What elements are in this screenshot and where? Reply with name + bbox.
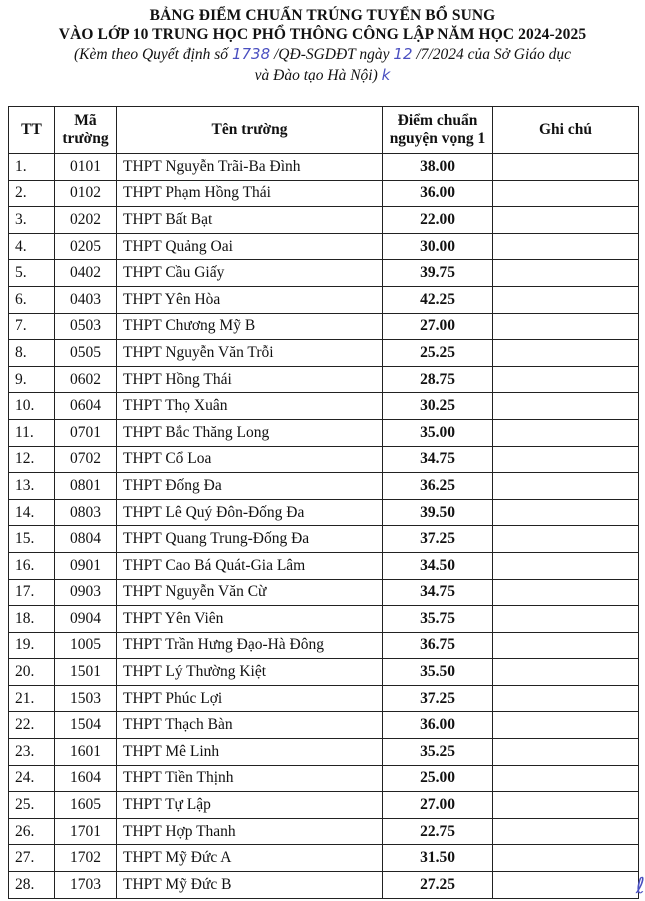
row-number: 1. (9, 154, 55, 181)
decision-text-c: /7/2024 của Sở Giáo dục (412, 46, 572, 63)
handwritten-decision-number: 1738 (231, 45, 271, 63)
column-header-tt: TT (9, 107, 55, 154)
table-row (9, 552, 639, 579)
school-name: THPT Mỹ Đức A (117, 845, 383, 872)
table-row (9, 659, 639, 686)
cutoff-score: 42.25 (383, 286, 493, 313)
notes-cell (493, 286, 639, 313)
cutoff-score: 38.00 (383, 154, 493, 181)
school-code: 1504 (55, 712, 117, 739)
row-number: 13. (9, 473, 55, 500)
cutoff-score: 22.75 (383, 818, 493, 845)
admission-score-table (8, 106, 639, 899)
cutoff-score: 35.00 (383, 419, 493, 446)
school-code: 0202 (55, 207, 117, 234)
cutoff-score: 39.75 (383, 260, 493, 287)
cutoff-score: 30.00 (383, 233, 493, 260)
row-number: 9. (9, 366, 55, 393)
cutoff-score: 31.50 (383, 845, 493, 872)
table-row (9, 419, 639, 446)
school-code: 0903 (55, 579, 117, 606)
notes-cell (493, 154, 639, 181)
table-row (9, 446, 639, 473)
table-row (9, 872, 639, 899)
table-row (9, 154, 639, 181)
row-number: 28. (9, 872, 55, 899)
row-number: 25. (9, 792, 55, 819)
cutoff-score: 36.25 (383, 473, 493, 500)
row-number: 10. (9, 393, 55, 420)
cutoff-score: 27.00 (383, 313, 493, 340)
school-name: THPT Yên Viên (117, 606, 383, 633)
decision-reference-line2 (0, 65, 645, 86)
table-header-row (9, 107, 639, 154)
row-number: 8. (9, 340, 55, 367)
table-row (9, 180, 639, 207)
row-number: 2. (9, 180, 55, 207)
notes-cell (493, 739, 639, 766)
document-title-line1: BẢNG ĐIỂM CHUẨN TRÚNG TUYỂN BỔ SUNG (149, 7, 496, 24)
cutoff-score: 35.50 (383, 659, 493, 686)
cutoff-score: 37.25 (383, 526, 493, 553)
notes-cell (493, 473, 639, 500)
row-number: 6. (9, 286, 55, 313)
table-row (9, 207, 639, 234)
row-number: 27. (9, 845, 55, 872)
table-row (9, 606, 639, 633)
school-code: 0604 (55, 393, 117, 420)
school-code: 0102 (55, 180, 117, 207)
school-name: THPT Hồng Thái (117, 366, 383, 393)
notes-cell (493, 393, 639, 420)
school-code: 0602 (55, 366, 117, 393)
document-title-line2: VÀO LỚP 10 TRUNG HỌC PHỔ THÔNG CÔNG LẬP NĂM HỌC 2024-2025 (58, 26, 587, 43)
row-number: 19. (9, 632, 55, 659)
row-number: 24. (9, 765, 55, 792)
school-name: THPT Chương Mỹ B (117, 313, 383, 340)
notes-cell (493, 845, 639, 872)
notes-cell (493, 685, 639, 712)
table-row (9, 818, 639, 845)
table-row (9, 712, 639, 739)
school-code: 0205 (55, 233, 117, 260)
school-code: 0505 (55, 340, 117, 367)
notes-cell (493, 313, 639, 340)
notes-cell (493, 872, 639, 899)
notes-cell (493, 499, 639, 526)
table-row (9, 685, 639, 712)
school-name: THPT Nguyễn Văn Trỗi (117, 340, 383, 367)
school-code: 1604 (55, 765, 117, 792)
school-code: 1701 (55, 818, 117, 845)
cutoff-score: 25.25 (383, 340, 493, 367)
document-header (0, 6, 645, 86)
cutoff-score: 36.00 (383, 712, 493, 739)
school-name: THPT Bất Bạt (117, 207, 383, 234)
row-number: 15. (9, 526, 55, 553)
row-number: 7. (9, 313, 55, 340)
school-code: 0701 (55, 419, 117, 446)
school-name: THPT Bắc Thăng Long (117, 419, 383, 446)
table-row (9, 393, 639, 420)
notes-cell (493, 659, 639, 686)
school-code: 1601 (55, 739, 117, 766)
school-name: THPT Tiền Thịnh (117, 765, 383, 792)
school-name: THPT Thạch Bàn (117, 712, 383, 739)
handwritten-day: 12 (393, 45, 413, 63)
row-number: 26. (9, 818, 55, 845)
cutoff-score: 36.00 (383, 180, 493, 207)
cutoff-score: 34.75 (383, 579, 493, 606)
table-row (9, 233, 639, 260)
cutoff-score: 36.75 (383, 632, 493, 659)
issuing-authority: và Đào tạo Hà Nội) (254, 67, 378, 84)
table-row (9, 845, 639, 872)
table-row (9, 366, 639, 393)
school-name: THPT Yên Hòa (117, 286, 383, 313)
cutoff-score: 35.75 (383, 606, 493, 633)
handwritten-signature-mark: ℓ (635, 874, 645, 899)
notes-cell (493, 712, 639, 739)
cutoff-score: 27.25 (383, 872, 493, 899)
column-header-school-name: Tên trường (117, 107, 383, 154)
school-code: 0402 (55, 260, 117, 287)
column-header-school-code: Mã trường (55, 107, 117, 154)
school-code: 0904 (55, 606, 117, 633)
row-number: 17. (9, 579, 55, 606)
row-number: 18. (9, 606, 55, 633)
school-code: 1702 (55, 845, 117, 872)
school-code: 0101 (55, 154, 117, 181)
notes-cell (493, 180, 639, 207)
row-number: 22. (9, 712, 55, 739)
cutoff-score: 28.75 (383, 366, 493, 393)
notes-cell (493, 419, 639, 446)
table-row (9, 260, 639, 287)
school-code: 1501 (55, 659, 117, 686)
notes-cell (493, 207, 639, 234)
notes-cell (493, 233, 639, 260)
notes-cell (493, 340, 639, 367)
row-number: 5. (9, 260, 55, 287)
school-name: THPT Lê Quý Đôn-Đống Đa (117, 499, 383, 526)
school-code: 1703 (55, 872, 117, 899)
row-number: 23. (9, 739, 55, 766)
notes-cell (493, 366, 639, 393)
decision-text-b: /QĐ-SGDĐT ngày (270, 46, 394, 63)
row-number: 4. (9, 233, 55, 260)
school-code: 0503 (55, 313, 117, 340)
school-name: THPT Cao Bá Quát-Gia Lâm (117, 552, 383, 579)
row-number: 12. (9, 446, 55, 473)
row-number: 21. (9, 685, 55, 712)
table-row (9, 499, 639, 526)
table-row (9, 765, 639, 792)
school-code: 0403 (55, 286, 117, 313)
notes-cell (493, 579, 639, 606)
school-name: THPT Trần Hưng Đạo-Hà Đông (117, 632, 383, 659)
row-number: 16. (9, 552, 55, 579)
school-name: THPT Cổ Loa (117, 446, 383, 473)
school-name: THPT Cầu Giấy (117, 260, 383, 287)
cutoff-score: 27.00 (383, 792, 493, 819)
table-row (9, 313, 639, 340)
row-number: 3. (9, 207, 55, 234)
notes-cell (493, 606, 639, 633)
column-header-cutoff-score: Điểm chuẩn nguyện vọng 1 (383, 107, 493, 154)
school-name: THPT Mê Linh (117, 739, 383, 766)
cutoff-score: 22.00 (383, 207, 493, 234)
decision-reference (0, 44, 645, 65)
cutoff-score: 39.50 (383, 499, 493, 526)
table-body (9, 154, 639, 899)
notes-cell (493, 446, 639, 473)
cutoff-score: 34.50 (383, 552, 493, 579)
cutoff-score: 37.25 (383, 685, 493, 712)
notes-cell (493, 260, 639, 287)
notes-cell (493, 632, 639, 659)
school-code: 0803 (55, 499, 117, 526)
notes-cell (493, 765, 639, 792)
column-header-notes: Ghi chú (493, 107, 639, 154)
handwritten-mark: k (381, 66, 391, 84)
table-row (9, 579, 639, 606)
cutoff-score: 25.00 (383, 765, 493, 792)
notes-cell (493, 818, 639, 845)
cutoff-score: 34.75 (383, 446, 493, 473)
row-number: 14. (9, 499, 55, 526)
notes-cell (493, 792, 639, 819)
cutoff-score: 35.25 (383, 739, 493, 766)
school-name: THPT Quang Trung-Đống Đa (117, 526, 383, 553)
school-code: 1503 (55, 685, 117, 712)
school-name: THPT Phúc Lợi (117, 685, 383, 712)
school-name: THPT Mỹ Đức B (117, 872, 383, 899)
notes-cell (493, 526, 639, 553)
school-code: 0801 (55, 473, 117, 500)
decision-text-a: (Kèm theo Quyết định số (73, 46, 232, 63)
table-row (9, 473, 639, 500)
school-name: THPT Lý Thường Kiệt (117, 659, 383, 686)
school-name: THPT Quảng Oai (117, 233, 383, 260)
cutoff-score: 30.25 (383, 393, 493, 420)
school-name: THPT Thọ Xuân (117, 393, 383, 420)
school-name: THPT Đống Đa (117, 473, 383, 500)
notes-cell (493, 552, 639, 579)
table-row (9, 792, 639, 819)
table-row (9, 286, 639, 313)
table-row (9, 739, 639, 766)
school-name: THPT Nguyễn Văn Cừ (117, 579, 383, 606)
school-code: 0804 (55, 526, 117, 553)
school-name: THPT Nguyễn Trãi-Ba Đình (117, 154, 383, 181)
school-name: THPT Phạm Hồng Thái (117, 180, 383, 207)
school-code: 0901 (55, 552, 117, 579)
row-number: 11. (9, 419, 55, 446)
table-row (9, 340, 639, 367)
table-row (9, 526, 639, 553)
school-code: 0702 (55, 446, 117, 473)
school-name: THPT Tự Lập (117, 792, 383, 819)
school-code: 1005 (55, 632, 117, 659)
school-code: 1605 (55, 792, 117, 819)
school-name: THPT Hợp Thanh (117, 818, 383, 845)
table-row (9, 632, 639, 659)
row-number: 20. (9, 659, 55, 686)
